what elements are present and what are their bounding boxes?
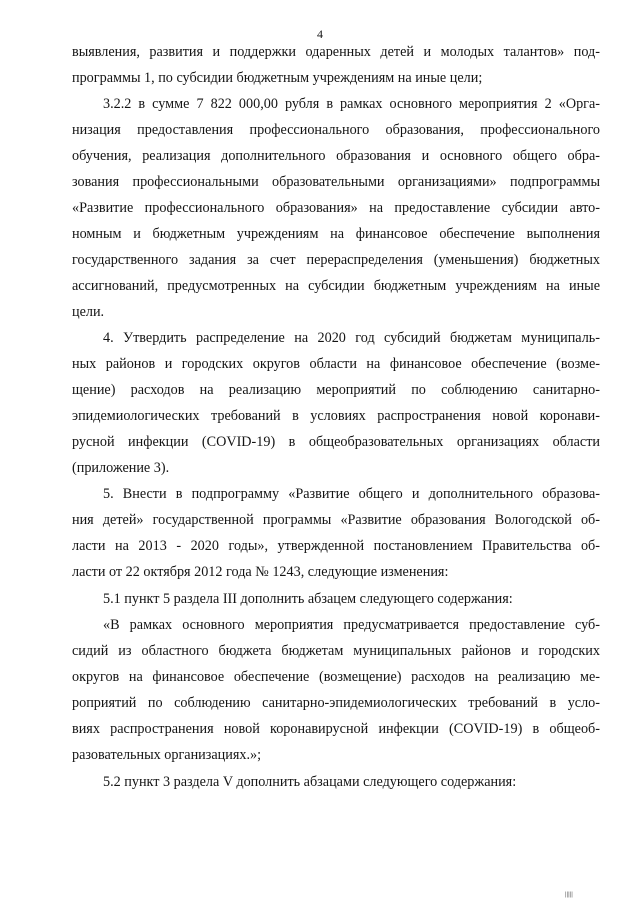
text-line: разовательных организациях.»;: [72, 747, 262, 763]
text-line: «В рамках основного мероприятия предусматривается предоставление суб-: [103, 617, 600, 633]
text-line: 4. Утвердить распределение на 2020 год субсидий бюджетам муниципаль-: [103, 330, 600, 346]
text-line: 3.2.2 в сумме 7 822 000,00 рубля в рамках основного мероприятия 2 «Орга-: [103, 96, 600, 112]
text-line: ласти от 22 октября 2012 года № 1243, следующие изменения:: [72, 564, 449, 580]
text-line: ных районов и городских округов области на финансовое обеспечение (возме-: [72, 356, 600, 372]
text-line: (приложение 3).: [72, 460, 170, 476]
page-number: 4: [317, 27, 323, 41]
text-line: 5.1 пункт 5 раздела III дополнить абзацем следующего содержания:: [103, 591, 513, 607]
text-line: округов на финансовое обеспечение (возмещение) расходов на реализацию ме-: [72, 669, 600, 685]
text-line: эпидемиологических требований в условиях распространения новой коронави-: [72, 408, 600, 424]
text-line: цели.: [72, 304, 105, 320]
text-line: номным и бюджетным учреждениям на финансовое обеспечение выполнения: [72, 226, 600, 242]
text-line: роприятий по соблюдению санитарно-эпидемиологических требований в усло-: [72, 695, 600, 711]
text-line: русной инфекции (COVID-19) в общеобразовательных организациях области: [72, 434, 600, 450]
text-line: низация предоставления профессионального образования, профессионального: [72, 122, 600, 138]
text-line: обучения, реализация дополнительного образования и основного общего обра-: [72, 148, 600, 164]
text-line: щение) расходов на реализацию мероприятий по соблюдению санитарно-: [72, 382, 600, 398]
barcode-mark: |||||: [565, 892, 573, 898]
text-line: выявления, развития и поддержки одаренных детей и молодых талантов» под-: [72, 44, 600, 60]
text-line: программы 1, по субсидии бюджетным учреждениям на иные цели;: [72, 70, 483, 86]
text-line: виях распространения новой коронавирусной инфекции (COVID-19) в общеоб-: [72, 721, 600, 737]
text-line: сидий из областного бюджета бюджетам муниципальных районов и городских: [72, 643, 600, 659]
text-line: 5.2 пункт 3 раздела V дополнить абзацами следующего содержания:: [103, 774, 517, 790]
text-line: ласти на 2013 - 2020 годы», утвержденной постановлением Правительства об-: [72, 538, 600, 554]
text-line: 5. Внести в подпрограмму «Развитие общего и дополнительного образова-: [103, 486, 600, 502]
text-line: ния детей» государственной программы «Развитие образования Вологодской об-: [72, 512, 600, 528]
text-line: ассигнований, предусмотренных на субсидии бюджетным учреждениям на иные: [72, 278, 600, 294]
text-line: «Развитие профессионального образования» на предоставление субсидии авто-: [72, 200, 600, 216]
text-line: государственного задания за счет перераспределения (уменьшения) бюджетных: [72, 252, 600, 268]
text-line: зования профессиональными образовательными организациями» подпрограммы: [72, 174, 600, 190]
